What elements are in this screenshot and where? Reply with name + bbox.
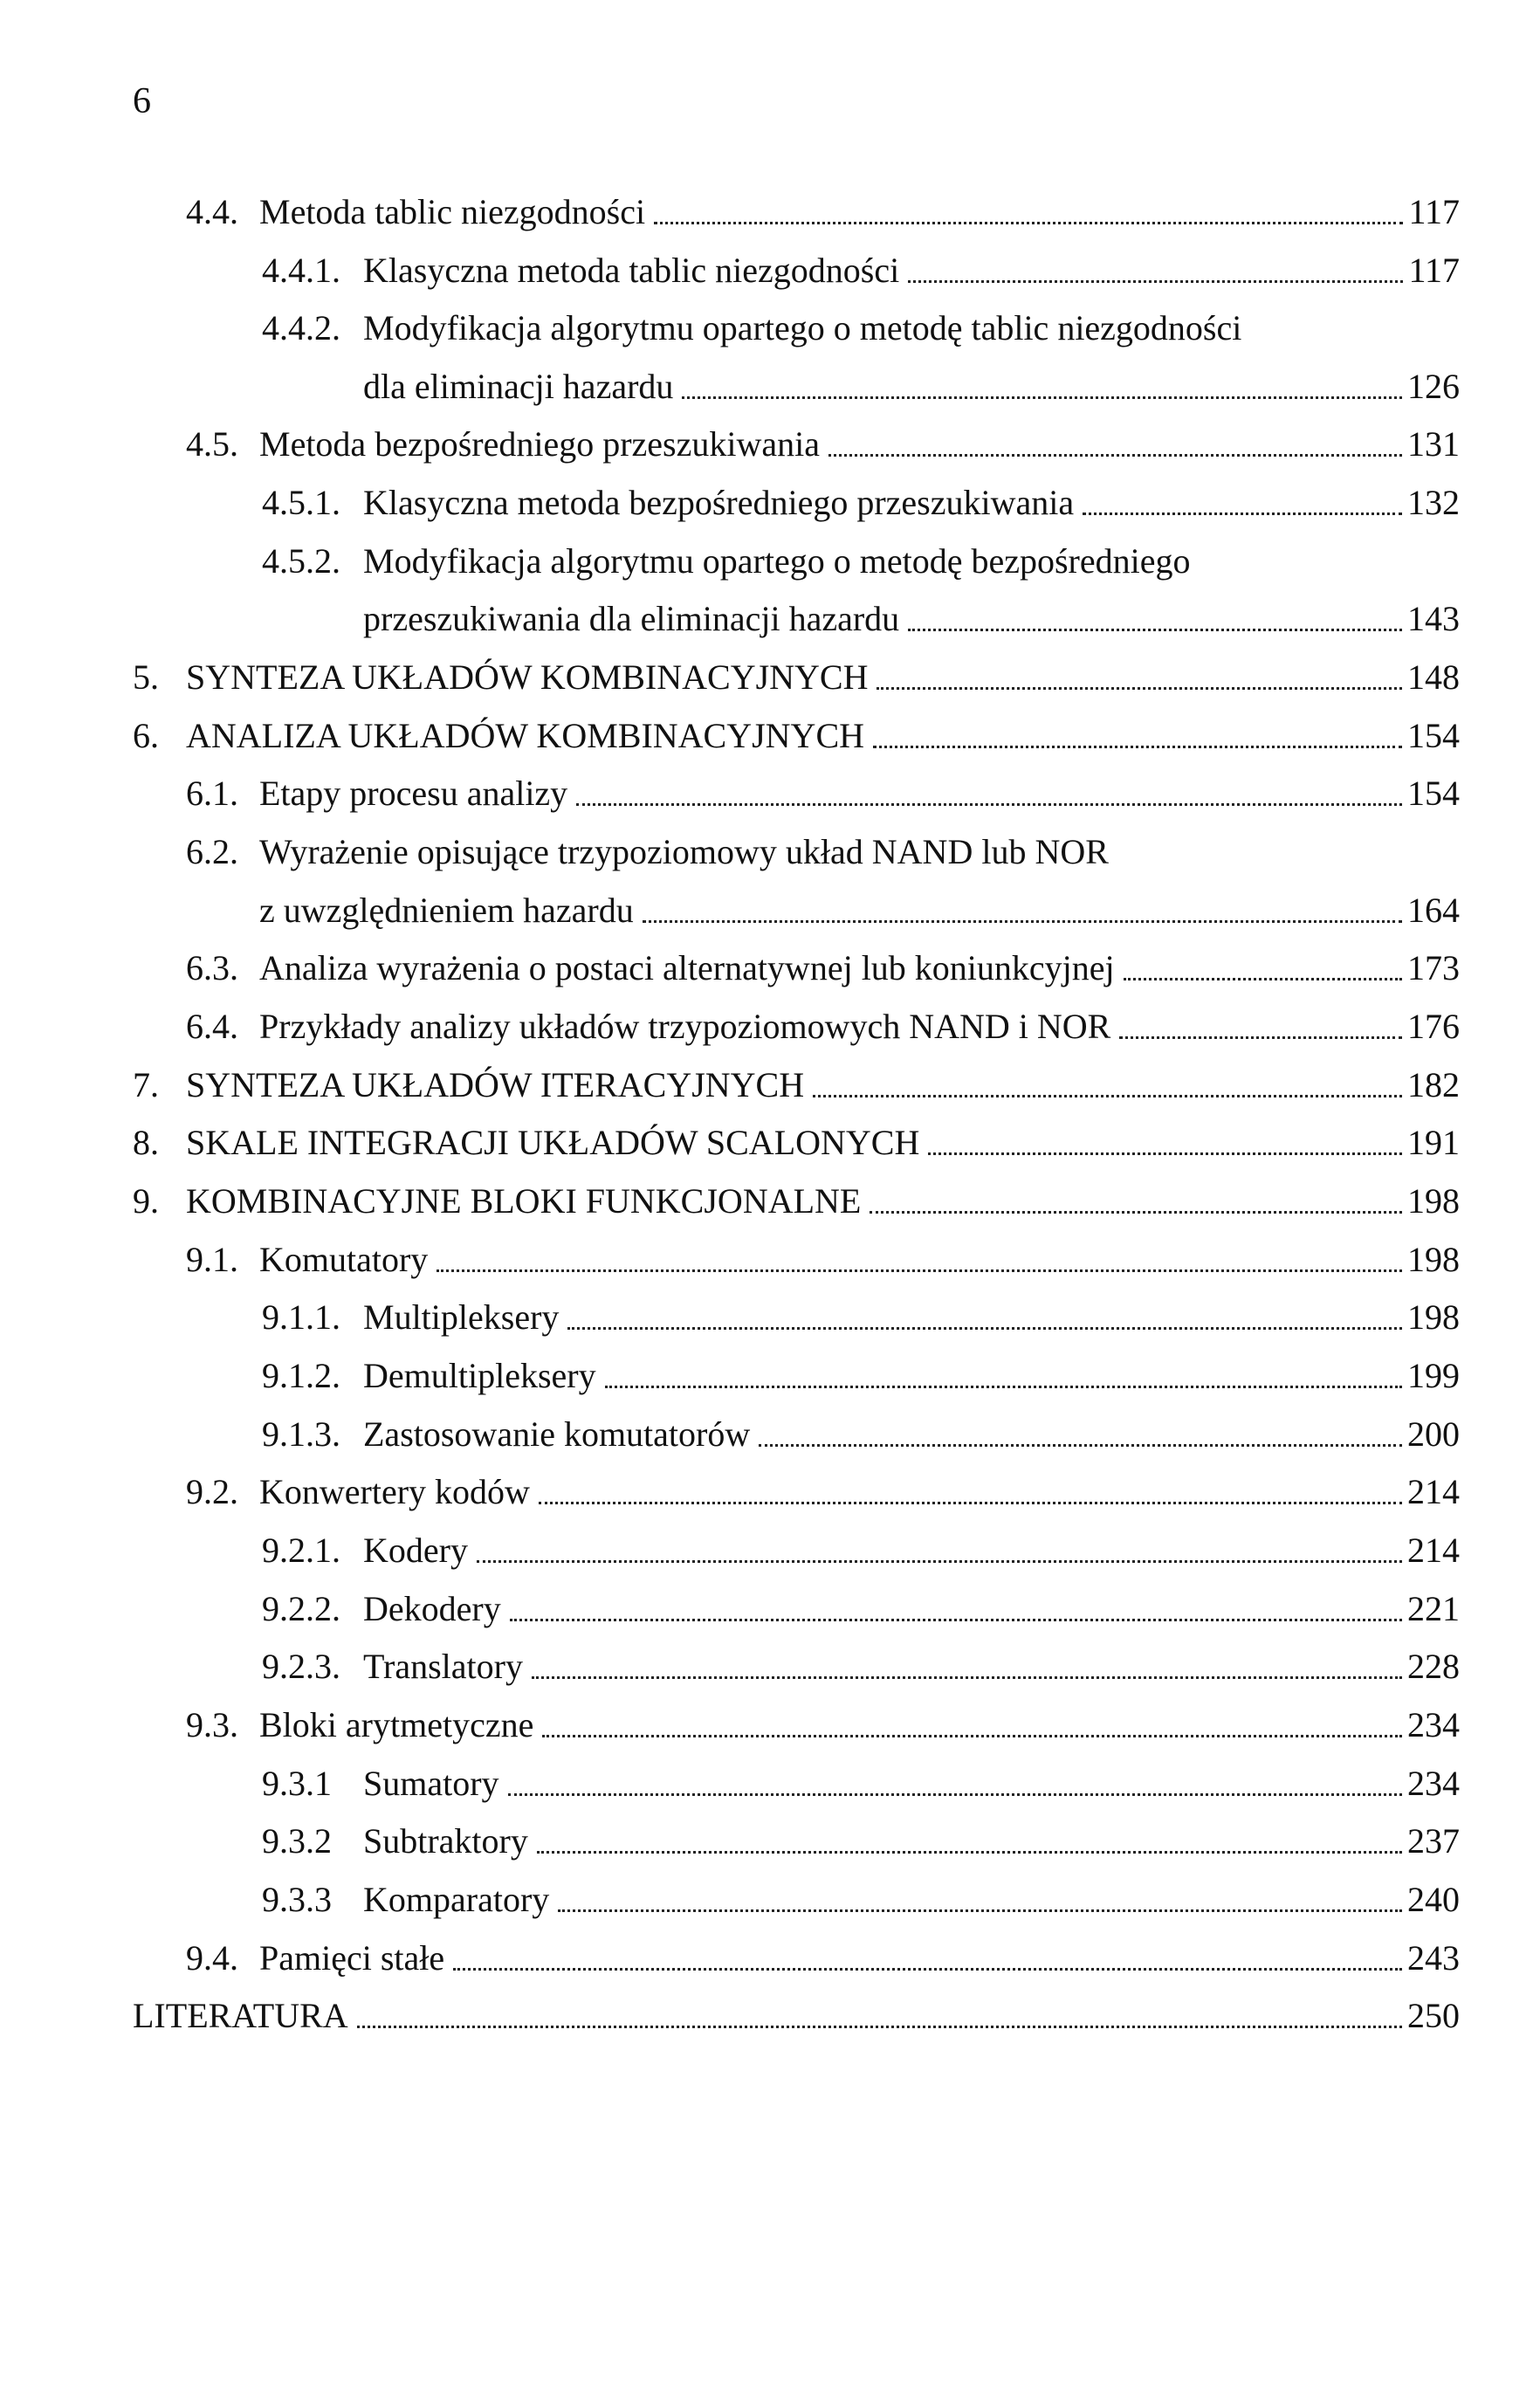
toc-title: Sumatory bbox=[363, 1764, 499, 1803]
toc-number: 9.3. bbox=[186, 1705, 238, 1744]
toc-page: 234 bbox=[1407, 1764, 1460, 1803]
toc-page: 148 bbox=[1407, 657, 1460, 697]
toc-number: 9.1.2. bbox=[262, 1356, 340, 1395]
toc-entry-5 bbox=[133, 640, 1460, 698]
toc-number: 9.1. bbox=[186, 1240, 238, 1279]
toc-page: 154 bbox=[1407, 716, 1460, 755]
toc-page: 240 bbox=[1407, 1880, 1460, 1919]
toc-page: 214 bbox=[1407, 1472, 1460, 1511]
toc-entry-9-2-2 bbox=[262, 1572, 1460, 1629]
toc-number: 4.4.2. bbox=[262, 308, 340, 347]
toc-title: Wyrażenie opisujące trzypoziomowy układ NAND lub NOR bbox=[259, 832, 1109, 871]
toc-number: 9.2.1. bbox=[262, 1531, 340, 1570]
dot-leader bbox=[1083, 513, 1402, 515]
dot-leader bbox=[759, 1444, 1402, 1447]
toc-page: 199 bbox=[1407, 1356, 1460, 1395]
dot-leader bbox=[928, 1152, 1402, 1155]
toc-number: 6. bbox=[133, 716, 159, 755]
toc-number: 4.5.2. bbox=[262, 541, 340, 581]
toc-title: przeszukiwania dla eliminacji hazardu bbox=[363, 599, 900, 638]
toc-page: 182 bbox=[1407, 1065, 1460, 1104]
toc-number: 4.5. bbox=[186, 424, 238, 464]
toc-number: 6.1. bbox=[186, 774, 238, 813]
toc-title: Komutatory bbox=[259, 1240, 429, 1279]
toc-title: SYNTEZA UKŁADÓW KOMBINACYJNYCH bbox=[186, 657, 869, 697]
toc-entry-6-4 bbox=[186, 989, 1460, 1047]
toc-number: 5. bbox=[133, 657, 159, 697]
toc-page: 237 bbox=[1407, 1821, 1460, 1861]
dot-leader bbox=[1124, 978, 1402, 980]
toc-entry-9-1-3 bbox=[262, 1397, 1460, 1455]
toc-entry-4-4 bbox=[186, 175, 1460, 232]
page-number: 6 bbox=[133, 81, 151, 121]
toc-entry-9-3-2 bbox=[262, 1804, 1460, 1861]
toc-entry-8 bbox=[133, 1105, 1460, 1163]
toc-entry-6-2 bbox=[259, 873, 1460, 931]
dot-leader bbox=[605, 1386, 1402, 1388]
toc-entry-6-2-line1 bbox=[186, 815, 1109, 872]
dot-leader bbox=[870, 1211, 1402, 1214]
toc-title: SKALE INTEGRACJI UKŁADÓW SCALONYCH bbox=[186, 1123, 920, 1162]
toc-title: Demultipleksery bbox=[363, 1356, 596, 1395]
toc-entry-4-4-2 bbox=[363, 349, 1460, 407]
toc-title: LITERATURA bbox=[133, 1996, 348, 2035]
toc-page: 221 bbox=[1407, 1589, 1460, 1628]
toc-entry-9-2-3 bbox=[262, 1629, 1460, 1687]
toc-entry-4-5-2 bbox=[363, 581, 1460, 639]
toc-page: 131 bbox=[1407, 424, 1460, 464]
toc-entry-literatura bbox=[133, 1978, 1460, 2036]
toc-number: 9.1.1. bbox=[262, 1297, 340, 1337]
toc-page: 200 bbox=[1407, 1414, 1460, 1454]
dot-leader bbox=[357, 2026, 1402, 2028]
toc-entry-6-3 bbox=[186, 931, 1460, 988]
toc-title: Analiza wyrażenia o postaci alternatywnej lub koniunkcyjnej bbox=[259, 948, 1115, 987]
toc-title: Kodery bbox=[363, 1531, 468, 1570]
toc-page: 143 bbox=[1407, 599, 1460, 638]
toc-page: 243 bbox=[1407, 1938, 1460, 1978]
toc-entry-7 bbox=[133, 1048, 1460, 1105]
toc-title: ANALIZA UKŁADÓW KOMBINACYJNYCH bbox=[186, 716, 865, 755]
toc-entry-4-5 bbox=[186, 407, 1460, 464]
toc-title: Klasyczna metoda tablic niezgodności bbox=[363, 251, 900, 290]
toc-entry-9-2-1 bbox=[262, 1513, 1460, 1571]
toc-entry-9-3-3 bbox=[262, 1862, 1460, 1920]
toc-page: 126 bbox=[1407, 367, 1460, 406]
toc-entry-6-1 bbox=[186, 756, 1460, 814]
dot-leader bbox=[1119, 1036, 1402, 1039]
toc-title: Metoda tablic niezgodności bbox=[259, 192, 646, 231]
dot-leader bbox=[539, 1502, 1402, 1504]
toc-number: 9.3.2 bbox=[262, 1821, 332, 1861]
toc-page: 250 bbox=[1407, 1996, 1460, 2035]
toc-page: 228 bbox=[1407, 1647, 1460, 1686]
toc-title: dla eliminacji hazardu bbox=[363, 367, 674, 406]
toc-page: 198 bbox=[1407, 1240, 1460, 1279]
toc-entry-9-3-1 bbox=[262, 1746, 1460, 1804]
toc-number: 9.2.3. bbox=[262, 1647, 340, 1686]
toc-number: 9.2. bbox=[186, 1472, 238, 1511]
toc-title: Pamięci stałe bbox=[259, 1938, 445, 1978]
toc-title: Przykłady analizy układów trzypoziomowych NAND i NOR bbox=[259, 1007, 1111, 1046]
toc-number: 9.1.3. bbox=[262, 1414, 340, 1454]
toc-title: Etapy procesu analizy bbox=[259, 774, 568, 813]
toc-number: 4.4.1. bbox=[262, 251, 340, 290]
toc-title: SYNTEZA UKŁADÓW ITERACYJNYCH bbox=[186, 1065, 805, 1104]
toc-title: KOMBINACYJNE BLOKI FUNKCJONALNE bbox=[186, 1181, 862, 1221]
toc-page: 214 bbox=[1407, 1531, 1460, 1570]
dot-leader bbox=[558, 1909, 1402, 1912]
dot-leader bbox=[576, 803, 1402, 806]
toc-number: 8. bbox=[133, 1123, 159, 1162]
toc-page: 176 bbox=[1407, 1007, 1460, 1046]
toc-title: Zastosowanie komutatorów bbox=[363, 1414, 751, 1454]
toc-number: 6.2. bbox=[186, 832, 238, 871]
toc-page: 173 bbox=[1407, 948, 1460, 987]
toc-title: Modyfikacja algorytmu opartego o metodę tablic niezgodności bbox=[363, 308, 1242, 347]
toc-page: 164 bbox=[1407, 891, 1460, 930]
toc-title: Modyfikacja algorytmu opartego o metodę bezpośredniego bbox=[363, 541, 1191, 581]
toc-number: 7. bbox=[133, 1065, 159, 1104]
toc-title: Subtraktory bbox=[363, 1821, 528, 1861]
dot-leader bbox=[908, 629, 1402, 631]
toc-title: Klasyczna metoda bezpośredniego przeszukiwania bbox=[363, 483, 1075, 522]
dot-leader bbox=[813, 1095, 1402, 1097]
toc-title: Konwertery kodów bbox=[259, 1472, 530, 1511]
toc-page: 117 bbox=[1408, 192, 1460, 231]
toc-entry-9-4 bbox=[186, 1921, 1460, 1978]
toc-number: 6.4. bbox=[186, 1007, 238, 1046]
toc-number: 9.3.3 bbox=[262, 1880, 332, 1919]
dot-leader bbox=[537, 1851, 1402, 1854]
toc-number: 9.3.1 bbox=[262, 1764, 332, 1803]
dot-leader bbox=[873, 746, 1402, 748]
toc-entry-9-3 bbox=[186, 1688, 1460, 1745]
toc-page: 117 bbox=[1408, 251, 1460, 290]
toc-page: 234 bbox=[1407, 1705, 1460, 1744]
toc-number: 9.2.2. bbox=[262, 1589, 340, 1628]
toc-number: 4.5.1. bbox=[262, 483, 340, 522]
toc-entry-4-4-2-line1 bbox=[262, 291, 1241, 348]
toc-entry-9 bbox=[133, 1164, 1460, 1221]
dot-leader bbox=[643, 920, 1402, 923]
toc-number: 6.3. bbox=[186, 948, 238, 987]
toc-title: Multipleksery bbox=[363, 1297, 560, 1337]
dot-leader bbox=[654, 222, 1403, 224]
dot-leader bbox=[567, 1327, 1402, 1330]
toc-title: Dekodery bbox=[363, 1589, 501, 1628]
dot-leader bbox=[828, 454, 1402, 457]
toc-page: 132 bbox=[1407, 483, 1460, 522]
toc-title: z uwzględnieniem hazardu bbox=[259, 891, 634, 930]
toc-entry-4-4-1 bbox=[262, 233, 1460, 291]
dot-leader bbox=[532, 1676, 1402, 1679]
dot-leader bbox=[542, 1735, 1402, 1737]
toc-entry-6 bbox=[133, 698, 1460, 756]
toc-title: Metoda bezpośredniego przeszukiwania bbox=[259, 424, 820, 464]
toc-page: 154 bbox=[1407, 774, 1460, 813]
toc-entry-4-5-1 bbox=[262, 465, 1460, 523]
toc-number: 9.4. bbox=[186, 1938, 238, 1978]
dot-leader bbox=[437, 1269, 1402, 1272]
dot-leader bbox=[453, 1968, 1402, 1971]
toc-page: 198 bbox=[1407, 1297, 1460, 1337]
toc-page: 198 bbox=[1407, 1181, 1460, 1221]
toc-title: Translatory bbox=[363, 1647, 523, 1686]
toc-entry-9-1-1 bbox=[262, 1280, 1460, 1338]
toc-entry-9-2 bbox=[186, 1455, 1460, 1512]
dot-leader bbox=[877, 687, 1402, 690]
toc-entry-4-5-2-line1 bbox=[262, 524, 1190, 581]
toc-number: 4.4. bbox=[186, 192, 238, 231]
toc-number: 9. bbox=[133, 1181, 159, 1221]
toc-title: Komparatory bbox=[363, 1880, 550, 1919]
toc-entry-9-1-2 bbox=[262, 1338, 1460, 1396]
dot-leader bbox=[682, 396, 1402, 399]
dot-leader bbox=[908, 280, 1403, 283]
toc-title: Bloki arytmetyczne bbox=[259, 1705, 534, 1744]
toc-page: 191 bbox=[1407, 1123, 1460, 1162]
dot-leader bbox=[510, 1619, 1402, 1621]
dot-leader bbox=[508, 1793, 1402, 1796]
dot-leader bbox=[477, 1560, 1402, 1563]
toc-entry-9-1 bbox=[186, 1222, 1460, 1280]
